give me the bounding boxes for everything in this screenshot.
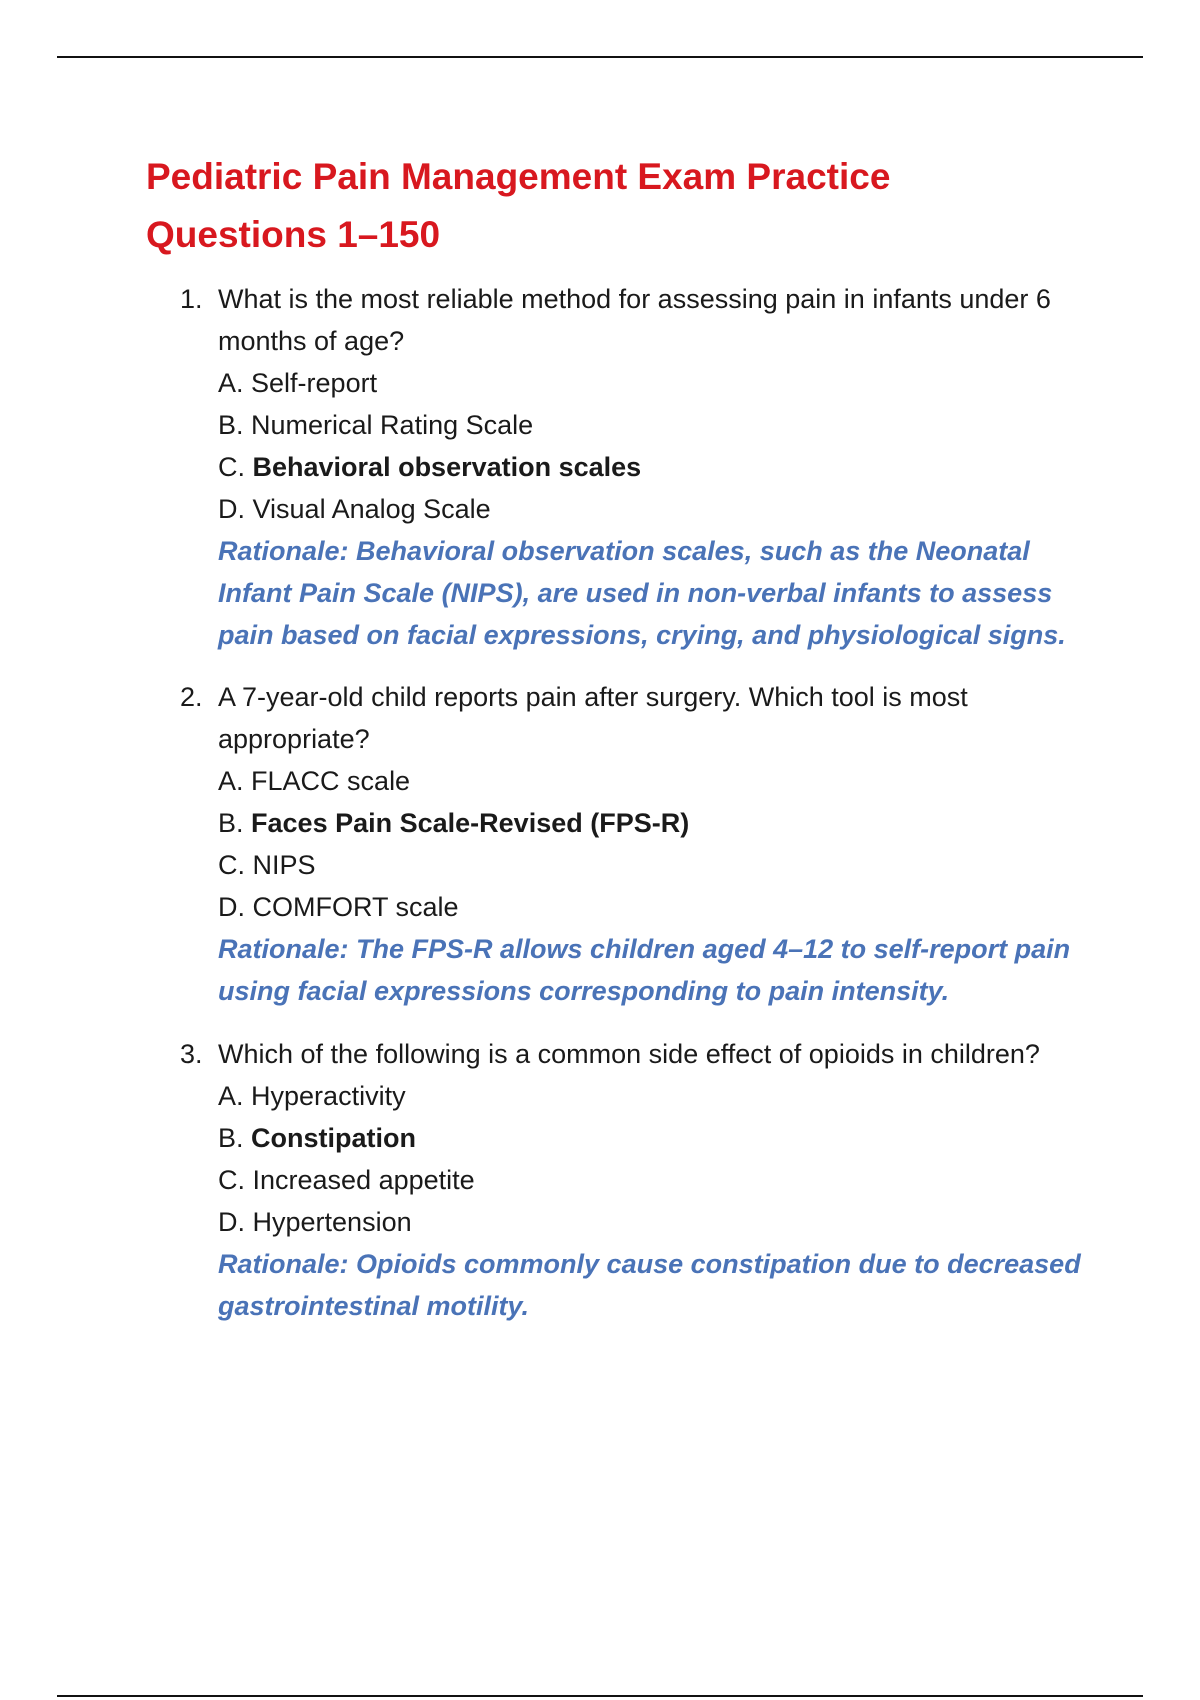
question-text: Which of the following is a common side effect of opioids in children? [218, 1039, 1040, 1069]
option-b [218, 404, 1100, 446]
option-letter: D. [218, 1207, 245, 1237]
question-number: 2. [180, 682, 203, 712]
option-d [218, 1201, 1100, 1243]
option-letter: B. [218, 1123, 244, 1153]
top-rule [57, 56, 1143, 58]
question-2 [180, 676, 1100, 1012]
option-c [218, 844, 1100, 886]
option-letter: A. [218, 368, 244, 398]
question-text: A 7-year-old child reports pain after surgery. Which tool is most appropriate? [218, 682, 968, 754]
question-text: What is the most reliable method for assessing pain in infants under 6 months of age? [218, 284, 1051, 356]
option-letter: B. [218, 808, 244, 838]
option-letter: D. [218, 892, 245, 922]
rationale: Rationale: Opioids commonly cause constipation due to decreased gastrointestinal motility. [218, 1249, 1081, 1321]
option-letter: C. [218, 452, 245, 482]
option-text: Visual Analog Scale [252, 494, 491, 524]
option-a [218, 362, 1100, 404]
option-text: COMFORT scale [252, 892, 459, 922]
option-text: FLACC scale [251, 766, 411, 796]
option-letter: C. [218, 850, 245, 880]
option-text: NIPS [252, 850, 316, 880]
option-letter: A. [218, 766, 244, 796]
option-a [218, 1075, 1100, 1117]
option-a [218, 760, 1100, 802]
option-c [218, 446, 1100, 488]
option-b [218, 1117, 1100, 1159]
option-b [218, 802, 1100, 844]
option-letter: A. [218, 1081, 244, 1111]
correct-answer-text: Faces Pain Scale-Revised (FPS-R) [251, 808, 690, 838]
option-letter: C. [218, 1165, 245, 1195]
option-text: Hyperactivity [251, 1081, 406, 1111]
rationale: Rationale: Behavioral observation scales, such as the Neonatal Infant Pain Scale (NIPS), are used in non-verbal infants to assess pain based on facial expressions, crying, and physiological signs. [218, 536, 1066, 650]
rationale: Rationale: The FPS-R allows children aged 4–12 to self-report pain using facial expressions corresponding to pain intensity. [218, 934, 1071, 1006]
question-3 [180, 1033, 1100, 1327]
option-text: Hypertension [252, 1207, 412, 1237]
question-1 [180, 278, 1100, 656]
question-number: 3. [180, 1039, 203, 1069]
page-title: Pediatric Pain Management Exam Practice Questions 1–150 [146, 156, 891, 255]
option-text: Numerical Rating Scale [251, 410, 534, 440]
option-d [218, 488, 1100, 530]
option-c [218, 1159, 1100, 1201]
correct-answer-text: Constipation [251, 1123, 417, 1153]
option-letter: D. [218, 494, 245, 524]
option-d [218, 886, 1100, 928]
option-text: Increased appetite [252, 1165, 475, 1195]
option-letter: B. [218, 410, 244, 440]
correct-answer-text: Behavioral observation scales [252, 452, 642, 482]
question-number: 1. [180, 284, 203, 314]
bottom-rule [57, 1695, 1143, 1697]
option-text: Self-report [251, 368, 378, 398]
